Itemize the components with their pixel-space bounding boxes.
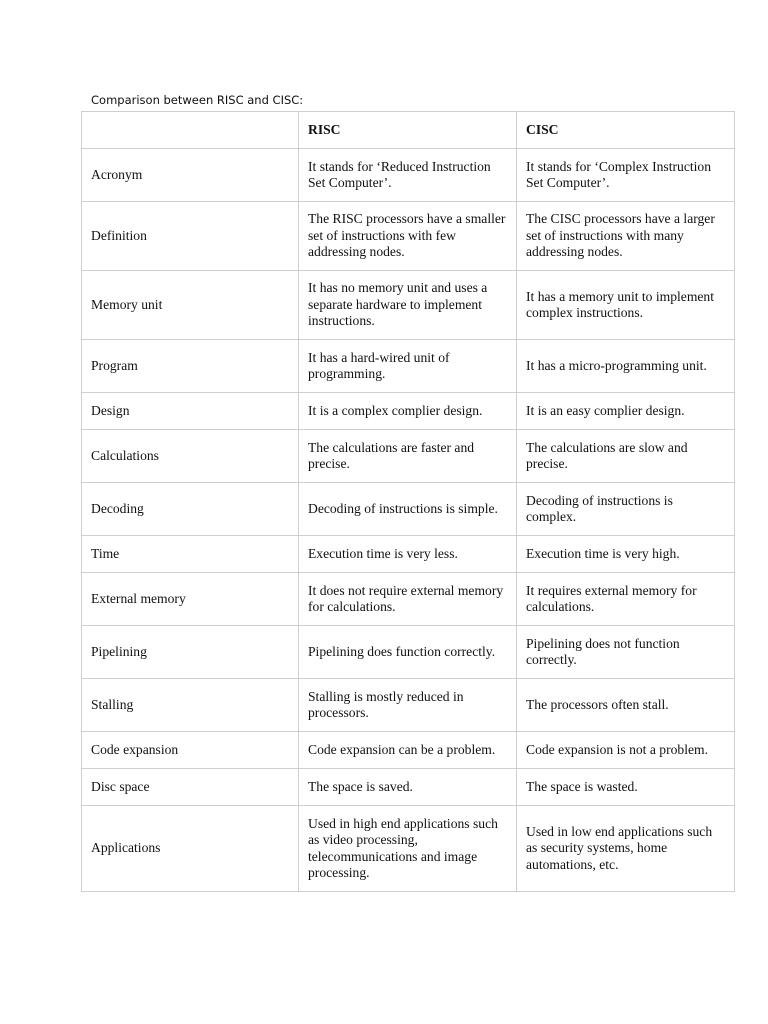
cisc-cell: The calculations are slow and precise. bbox=[517, 430, 735, 483]
risc-cell: Pipelining does function correctly. bbox=[299, 626, 517, 679]
row-label: Pipelining bbox=[82, 626, 299, 679]
cisc-cell: Decoding of instructions is complex. bbox=[517, 483, 735, 536]
risc-cell: Used in high end applications such as video processing, telecommunications and image processing. bbox=[299, 806, 517, 892]
header-risc: RISC bbox=[299, 112, 517, 149]
table-row bbox=[82, 430, 735, 483]
cisc-cell: The space is wasted. bbox=[517, 769, 735, 806]
cisc-cell: It has a micro-programming unit. bbox=[517, 340, 735, 393]
table-row bbox=[82, 806, 735, 892]
table-header-row bbox=[82, 112, 735, 149]
cisc-cell: The CISC processors have a larger set of instructions with many addressing nodes. bbox=[517, 202, 735, 271]
header-cisc: CISC bbox=[517, 112, 735, 149]
risc-cell: The RISC processors have a smaller set of instructions with few addressing nodes. bbox=[299, 202, 517, 271]
row-label: Code expansion bbox=[82, 732, 299, 769]
table-row bbox=[82, 393, 735, 430]
cisc-cell: Pipelining does not function correctly. bbox=[517, 626, 735, 679]
table-row bbox=[82, 149, 735, 202]
comparison-table bbox=[81, 111, 735, 892]
risc-cell: It has a hard-wired unit of programming. bbox=[299, 340, 517, 393]
row-label: Memory unit bbox=[82, 271, 299, 340]
table-row bbox=[82, 732, 735, 769]
table-row bbox=[82, 271, 735, 340]
table-row bbox=[82, 626, 735, 679]
table-row bbox=[82, 536, 735, 573]
row-label: Time bbox=[82, 536, 299, 573]
cisc-cell: It requires external memory for calculations. bbox=[517, 573, 735, 626]
risc-cell: Execution time is very less. bbox=[299, 536, 517, 573]
risc-cell: It does not require external memory for calculations. bbox=[299, 573, 517, 626]
document-title: Comparison between RISC and CISC: bbox=[91, 93, 304, 107]
row-label: Design bbox=[82, 393, 299, 430]
cisc-cell: Code expansion is not a problem. bbox=[517, 732, 735, 769]
row-label: Acronym bbox=[82, 149, 299, 202]
cisc-cell: It is an easy complier design. bbox=[517, 393, 735, 430]
cisc-cell: It has a memory unit to implement complex instructions. bbox=[517, 271, 735, 340]
table-row bbox=[82, 340, 735, 393]
risc-cell: It has no memory unit and uses a separate hardware to implement instructions. bbox=[299, 271, 517, 340]
row-label: Program bbox=[82, 340, 299, 393]
table-row bbox=[82, 483, 735, 536]
row-label: Decoding bbox=[82, 483, 299, 536]
row-label: Disc space bbox=[82, 769, 299, 806]
row-label: Definition bbox=[82, 202, 299, 271]
table-row bbox=[82, 679, 735, 732]
risc-cell: The space is saved. bbox=[299, 769, 517, 806]
risc-cell: Stalling is mostly reduced in processors. bbox=[299, 679, 517, 732]
risc-cell: Decoding of instructions is simple. bbox=[299, 483, 517, 536]
row-label: Stalling bbox=[82, 679, 299, 732]
table-row bbox=[82, 202, 735, 271]
row-label: External memory bbox=[82, 573, 299, 626]
risc-cell: The calculations are faster and precise. bbox=[299, 430, 517, 483]
table-row bbox=[82, 573, 735, 626]
risc-cell: Code expansion can be a problem. bbox=[299, 732, 517, 769]
header-blank-cell bbox=[82, 112, 299, 149]
risc-cell: It stands for ‘Reduced Instruction Set Computer’. bbox=[299, 149, 517, 202]
cisc-cell: It stands for ‘Complex Instruction Set Computer’. bbox=[517, 149, 735, 202]
cisc-cell: Used in low end applications such as security systems, home automations, etc. bbox=[517, 806, 735, 892]
cisc-cell: Execution time is very high. bbox=[517, 536, 735, 573]
row-label: Applications bbox=[82, 806, 299, 892]
cisc-cell: The processors often stall. bbox=[517, 679, 735, 732]
row-label: Calculations bbox=[82, 430, 299, 483]
risc-cell: It is a complex complier design. bbox=[299, 393, 517, 430]
table-row bbox=[82, 769, 735, 806]
